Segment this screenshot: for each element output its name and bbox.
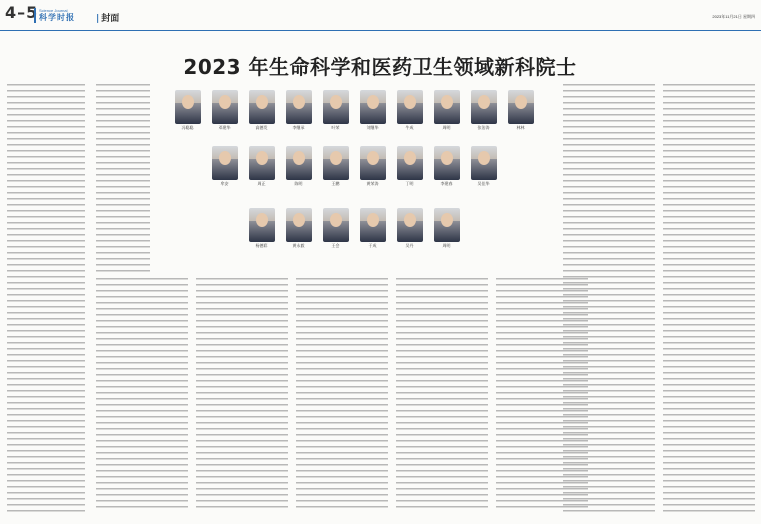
portrait-photo [249,90,275,124]
portrait-name: 牟安 [220,181,229,186]
portrait-photo [397,90,423,124]
portrait-name: 周明 [442,125,451,130]
portrait-name: 于成 [368,243,377,248]
portrait-photo [471,146,497,180]
academician-portrait [210,90,240,131]
portrait-photo [323,208,349,242]
portrait-photo [360,146,386,180]
academician-portrait [358,146,388,187]
portrait-photo [323,90,349,124]
article-column [296,276,388,512]
portrait-name: 邓建华 [218,125,231,130]
portrait-name: 吴丹 [405,243,414,248]
academician-portrait [469,90,499,131]
academician-portrait [247,90,277,131]
photo-row [148,90,560,131]
academician-portrait [321,146,351,187]
portrait-name: 周正 [257,181,266,186]
headline: 2023 年生命科学和医药卫生领域新科院士 [183,55,577,80]
academician-portrait [321,90,351,131]
portrait-name: 刘继华 [366,125,379,130]
portrait-photo [212,90,238,124]
academician-portrait [321,208,351,249]
academician-portrait [395,90,425,131]
portrait-name: 李继承 [292,125,305,130]
academician-portrait [210,146,240,187]
article-column [96,82,150,272]
portrait-photo [286,90,312,124]
portrait-name: 黄荣涛 [366,181,379,186]
portrait-photo [434,146,460,180]
academician-portrait [284,146,314,187]
masthead-chinese: 科学时报 [39,13,75,22]
portrait-name: 吴佳华 [477,181,490,186]
portrait-photo [323,146,349,180]
academician-portrait [432,208,462,249]
masthead-english: Science Journal [39,8,68,13]
academician-portrait [432,90,462,131]
page-number: 4–5 [5,3,39,22]
photo-row [148,208,560,249]
article-column [663,82,755,512]
portrait-name: 冯聪聪 [181,125,194,130]
portrait-photo [434,90,460,124]
academician-portrait [284,208,314,249]
portrait-photo [286,208,312,242]
photo-row [148,146,560,187]
academician-photo-grid [148,90,560,268]
portrait-photo [471,90,497,124]
article-column [7,82,85,512]
portrait-photo [360,90,386,124]
portrait-name: 杨德彩 [255,243,268,248]
academician-portrait [173,90,203,131]
academician-portrait [469,146,499,187]
academician-portrait [395,208,425,249]
portrait-name: 丁明 [405,181,414,186]
article-column [396,276,488,512]
academician-portrait [432,146,462,187]
portrait-photo [249,146,275,180]
portrait-name: 王会 [331,243,340,248]
portrait-name: 李建春 [440,181,453,186]
portrait-name: 林林 [516,125,525,130]
portrait-photo [397,146,423,180]
academician-portrait [506,90,536,131]
issue-date: 2023年11月21日 星期四 [712,14,755,19]
academician-portrait [247,146,277,187]
portrait-photo [508,90,534,124]
page-header [0,0,761,31]
portrait-name: 王鹏 [331,181,340,186]
portrait-name: 陈明 [294,181,303,186]
academician-portrait [358,90,388,131]
portrait-photo [249,208,275,242]
masthead-logo [34,8,105,23]
article-column [96,276,188,512]
portrait-photo [212,146,238,180]
portrait-photo [360,208,386,242]
academician-portrait [284,90,314,131]
portrait-photo [286,146,312,180]
academician-portrait [247,208,277,249]
article-column [563,82,655,512]
academician-portrait [358,208,388,249]
portrait-name: 张治涛 [477,125,490,130]
portrait-photo [175,90,201,124]
portrait-name: 叶荣 [331,125,340,130]
section-label: | 封面 [96,11,119,24]
portrait-photo [434,208,460,242]
portrait-photo [397,208,423,242]
portrait-name: 高德发 [255,125,268,130]
article-column [196,276,288,512]
portrait-name: 牛成 [405,125,414,130]
portrait-name: 黄永毅 [292,243,305,248]
portrait-name: 周明 [442,243,451,248]
academician-portrait [395,146,425,187]
